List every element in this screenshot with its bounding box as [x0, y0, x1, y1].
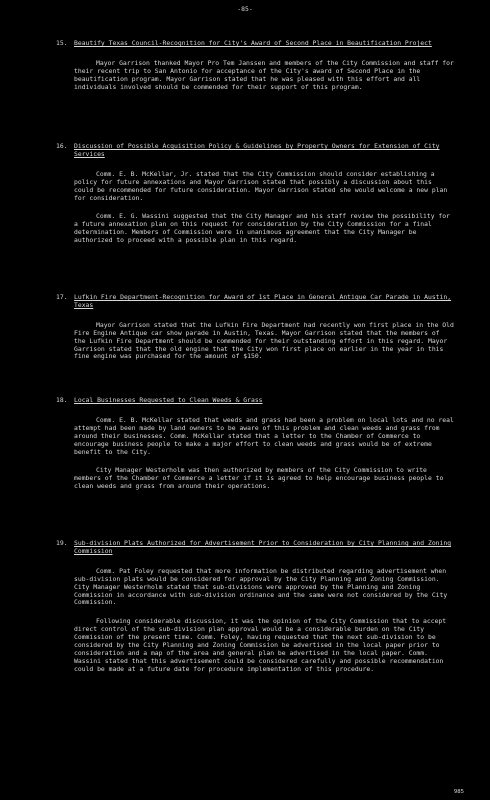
- item-number: 17.: [56, 293, 68, 301]
- footer-mark: 985: [453, 789, 464, 796]
- agenda-item-16: [56, 142, 454, 245]
- item-paragraph: Mayor Garrison thanked Mayor Pro Tem Janssen and members of the City Commission and staff for their recent trip to San Antonio for acceptance of the City's award of Second Place in the beautification program. Mayor Garrison stated that he was pleased with this effort and all individuals involved should be commended for their support of this program.: [74, 58, 454, 91]
- item-heading: Local Businesses Requested to Clean Weeds & Grass: [74, 396, 263, 404]
- agenda-item-18: [56, 396, 454, 491]
- item-paragraph: Mayor Garrison stated that the Lufkin Fire Department had recently won first place in the Old Fire Engine Antique car show parade in Austin, Texas. Mayor Garrison stated that the members of the Lufkin Fire Department should be commended for their outstanding effort in this regard. Mayor Garrison stated that the old engine that the City won first place on earlier in the year in this fine engine was purchased for the amount of $150.: [74, 320, 454, 361]
- item-number: 16.: [56, 142, 68, 150]
- item-number: 15.: [56, 39, 68, 47]
- item-paragraph: City Manager Westerholm was then authorized by members of the City Commission to write members of the Chamber of Commerce a letter if it is agreed to help encourage business people to clean weeds and grass from around their operations.: [74, 466, 444, 491]
- item-paragraph: Following considerable discussion, it was the opinion of the City Commission that to accept direct control of the sub-division plan approval would be a considerable burden on the City Commission of the present time. Comm. Foley, having requested that the next sub-division to be considered by the City Planning and Zoning Commission be advertised in the local paper prior to consideration and a map of the area and general plan be advertised in the local paper. Comm. Wassini stated that this advertisement could be considered carefully and possible recommendation could be made at a future date for procedure implementation of this procedure.: [74, 617, 447, 673]
- item-heading: Discussion of Possible Acquisition Policy & Guidelines by Property Owners for Extension of City Services: [74, 142, 440, 158]
- item-paragraph: Comm. E. B. McKellar, Jr. stated that the City Commission should consider establishing a policy for future annexations and Mayor Garrison stated that possibly a discussion about this could be recommended for future consideration. Mayor Garrison stated she would welcome a new plan for consideration.: [74, 169, 448, 202]
- item-number: 19.: [56, 539, 68, 547]
- agenda-item-19: [56, 539, 454, 674]
- item-heading: Beautify Texas Council-Recognition for City's Award of Second Place in Beautification Project: [74, 39, 432, 47]
- item-paragraph: Comm. Pat Foley requested that more information be distributed regarding advertisement when sub-division plats would be considered for approval by the City Planning and Zoning Commission. City Manager Westerholm stated that sub-divisions were approved by the Planning and Zoning Commission in accordance with sub-division ordinance and the same were not considered by the City Commission.: [74, 566, 448, 607]
- agenda-item-17: [56, 293, 454, 361]
- item-heading: Sub-division Plats Authorized for Advertisement Prior to Consideration by City Planning and Zoning Commission: [74, 539, 452, 555]
- item-number: 18.: [56, 396, 68, 404]
- item-paragraph: Comm. E. B. McKellar stated that weeds and grass had been a problem on local lots and no real attempt had been made by land owners to be aware of this problem and clean weeds and grass from around their businesses. Comm. McKellar stated that a letter to the Chamber of Commerce to encourage business people to make a major effort to clean weeds and grass would be of extreme benefit to the City.: [74, 415, 454, 456]
- page-number: -85-: [237, 5, 253, 13]
- item-heading: Lufkin Fire Department-Recognition for Award of 1st Place in General Antique Car Parade in Austin, Texas: [74, 293, 452, 309]
- item-paragraph: Comm. E. G. Wassini suggested that the City Manager and his staff review the possibility for a future annexation plan on this request for consideration by the City Commission for a final determination. Members of Commission were in unanimous agreement that the City Manager be authorized to proceed with a possible plan in this regard.: [74, 212, 450, 245]
- agenda-item-15: [56, 39, 454, 92]
